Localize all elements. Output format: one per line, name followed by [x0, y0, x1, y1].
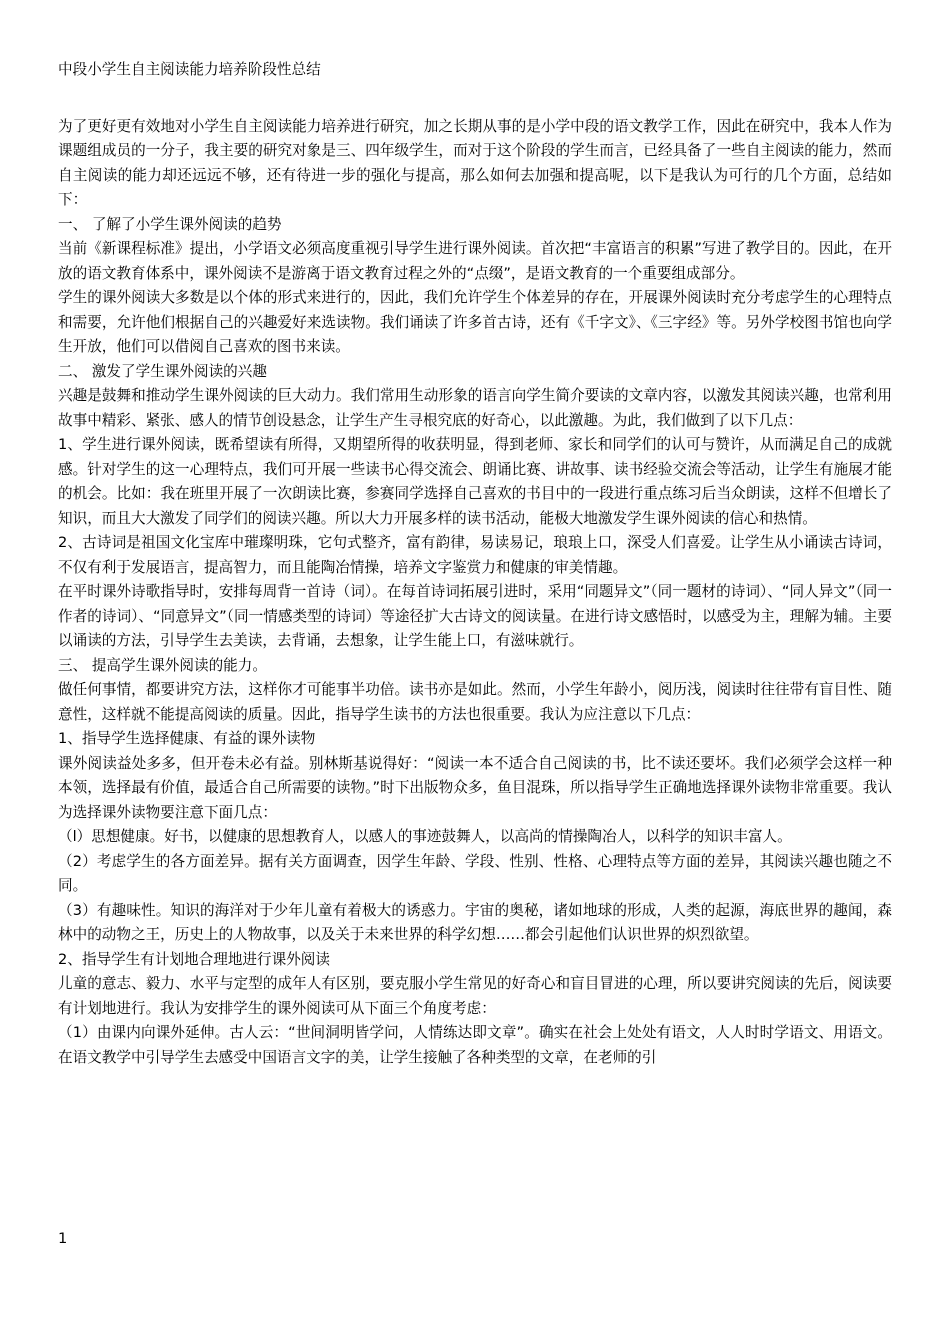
list-item: （3）有趣味性。知识的海洋对于少年儿童有着极大的诱惑力。宇宙的奥秘，诸如地球的形成，人类的起源，海底世界的趣闻，森林中的动物之王，历史上的人物故事，以及关于未来世界的科学幻想……都会引起他们认识世界的炽烈欲望。 — [58, 901, 892, 943]
paragraph: 做任何事情，都要讲究方法，这样你才可能事半功倍。读书亦是如此。然而，小学生年龄小，阅历浅，阅读时往往带有盲目性、随意性，这样就不能提高阅读的质量。因此，指导学生读书的方法也很重要。我认为应注意以下几点： — [58, 681, 892, 723]
section-heading-3: 三、 提高学生课外阅读的能力。 — [58, 656, 267, 674]
paragraph: 兴趣是鼓舞和推动学生课外阅读的巨大动力。我们常用生动形象的语言向学生简介要读的文章内容，以激发其阅读兴趣，也常利用故事中精彩、紧张、感人的情节创设悬念，让学生产生寻根究底的好奇心，以此激趣。为此，我们做到了以下几点： — [58, 387, 892, 429]
list-item: （1）由课内向课外延伸。古人云：“世间洞明皆学问，人情练达即文章”。确实在社会上处处有语文，人人时时学语文、用语文。在语文教学中引导学生去感受中国语言文字的美，让学生接触了各种类型的文章，在老师的引 — [58, 1024, 892, 1066]
paragraph: 课外阅读益处多多，但开卷未必有益。别林斯基说得好：“阅读一本不适合自己阅读的书，比不读还要坏。我们必须学会这样一种本领，选择最有价值，最适合自己所需要的读物。”时下出版物众多，鱼目混珠，所以指导学生正确地选择课外读物非常重要。我认为选择课外读物要注意下面几点： — [58, 754, 892, 821]
list-item: （l）思想健康。好书，以健康的思想教育人，以感人的事迹鼓舞人，以高尚的情操陶冶人，以科学的知识丰富人。 — [58, 828, 792, 845]
subheading: 2、指导学生有计划地合理地进行课外阅读 — [58, 950, 330, 968]
document-body — [58, 115, 892, 1071]
paragraph: 1、学生进行课外阅读，既希望读有所得，又期望所得的收获明显，得到老师、家长和同学们的认可与赞许，从而满足自己的成就感。针对学生的这一心理特点，我们可开展一些读书心得交流会、朗诵比赛、讲故事、读书经验交流会等活动，让学生有施展才能的机会。比如：我在班里开展了一次朗读比赛，参赛同学选择自己喜欢的书目中的一段进行重点练习后当众朗读，这样不但增长了知识，而且大大激发了同学们的阅读兴趣。所以大力开展多样的读书活动，能极大地激发学生课外阅读的信心和热情。 — [58, 436, 892, 527]
page-number: 1 — [58, 1230, 68, 1247]
paragraph: 儿童的意志、毅力、水平与定型的成年人有区别，要克服小学生常见的好奇心和盲目冒进的心理，所以要讲究阅读的先后，阅读要有计划地进行。我认为安排学生的课外阅读可从下面三个角度考虑： — [58, 975, 892, 1017]
paragraph: 当前《新课程标准》提出，小学语文必须高度重视引导学生进行课外阅读。首次把“丰富语言的积累”写进了教学目的。因此，在开放的语文教育体系中，课外阅读不是游离于语文教育过程之外的“点缀”，是语文教育的一个重要组成部分。 — [58, 240, 892, 282]
paragraph-intro: 为了更好更有效地对小学生自主阅读能力培养进行研究，加之长期从事的是小学中段的语文教学工作，因此在研究中，我本人作为课题组成员的一分子，我主要的研究对象是三、四年级学生，而对于这个阶段的学生而言，已经具备了一些自主阅读的能力，然而自主阅读的能力却还远远不够，还有待进一步的强化与提高，那么如何去加强和提高呢，以下是我认为可行的几个方面，总结如下： — [58, 117, 892, 208]
paragraph: 学生的课外阅读大多数是以个体的形式来进行的，因此，我们允许学生个体差异的存在，开展课外阅读时充分考虑学生的心理特点和需要，允许他们根据自己的兴趣爱好来选读物。我们诵读了许多首古诗，还有《千字文》、《三字经》等。另外学校图书馆也向学生开放，他们可以借阅自己喜欢的图书来读。 — [58, 289, 892, 355]
section-heading-1: 一、 了解了小学生课外阅读的趋势 — [58, 215, 282, 233]
paragraph: 在平时课外诗歌指导时，安排每周背一首诗（词）。在每首诗词拓展引进时，采用“同题异文”（同一题材的诗词）、“同人异文”（同一作者的诗词）、“同意异文”（同一情感类型的诗词）等途径扩大古诗文的阅读量。在进行诗文感悟时，以感受为主，理解为辅。主要以诵读的方法，引导学生去美读，去背诵，去想象，让学生能上口，有滋味就行。 — [58, 583, 892, 649]
document-title: 中段小学生自主阅读能力培养阶段性总结 — [58, 61, 321, 78]
subheading: 1、指导学生选择健康、有益的课外读物 — [58, 730, 316, 747]
section-heading-2: 二、 激发了学生课外阅读的兴趣 — [58, 362, 267, 380]
list-item: （2）考虑学生的各方面差异。据有关方面调查，因学生年龄、学段、性别、性格、心理特点等方面的差异，其阅读兴趣也随之不同。 — [58, 852, 892, 894]
paragraph: 2、古诗词是祖国文化宝库中璀璨明珠，它句式整齐，富有韵律，易读易记，琅琅上口，深受人们喜爱。让学生从小诵读古诗词，不仅有利于发展语言，提高智力，而且能陶冶情操，培养文字鉴赏力和健康的审美情趣。 — [58, 534, 892, 576]
document-page — [58, 58, 892, 1070]
